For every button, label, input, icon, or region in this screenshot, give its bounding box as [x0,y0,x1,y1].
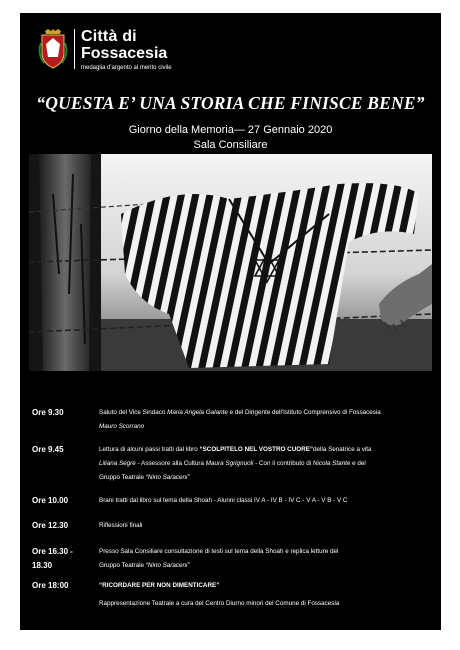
event-title: “QUESTA E’ UNA STORIA CHE FINISCE BENE” [36,93,425,113]
program-time: Ore 12.30 [32,521,69,530]
program-description: Lettura di alcuni passi tratti dal libro “SCOLPITELO NEL VOSTRO CUORE”della Senatrice a vita Liliana Segre - Assessore alla Cultura Maura Sgrignuoli - Con il contributo di Nicola Stante e del Gruppo Teatrale “Nino Saraceni” [99,446,372,481]
event-venue: Sala Consiliare [193,139,268,151]
city-line2: Fossacesia [81,45,168,62]
program-time: Ore 9.30 [32,408,64,417]
memorial-photo [29,154,432,371]
city-name [81,29,172,71]
program-description: Riflessioni finali [99,522,143,529]
event-subtitle [20,123,441,153]
striped-uniform-on-barbed-wire-image [29,154,432,371]
poster [20,13,441,630]
program-time: Ore 16.30 - 18.30 [32,547,73,570]
program-description: Presso Sala Consiliare consultazione di testi sul tema della Shoah e replica letture del Gruppo Teatrale “Nino Saraceni” [99,548,339,569]
program-description: “RICORDARE PER NON DIMENTICARE” Rappresentazione Teatrale a cura del Centro Diurno minori del Comune di Fossacesia [99,582,340,607]
city-medal-text: medaglia d'argento al merito civile [81,65,172,71]
header-divider [74,29,75,69]
event-date: Giorno della Memoria— 27 Gennaio 2020 [128,124,333,136]
program-time: Ore 9.45 [32,445,64,454]
program-description: Brani tratti dal libro sul tema della Shoah - Alunni classi IV A - IV B - IV C - V A - V B - V C [99,497,348,504]
program-time: Ore 10.00 [32,496,69,505]
program-time: Ore 18:00 [32,581,69,590]
program-description: Saluto del Vice Sindaco Maria Angela Galante e del Dirigente dell’Istituto Comprensivo di Fossacesia Mauro Scorrano [99,409,381,430]
city-crest-icon [38,29,68,69]
city-line1: Città di [81,28,137,45]
header [38,29,172,77]
